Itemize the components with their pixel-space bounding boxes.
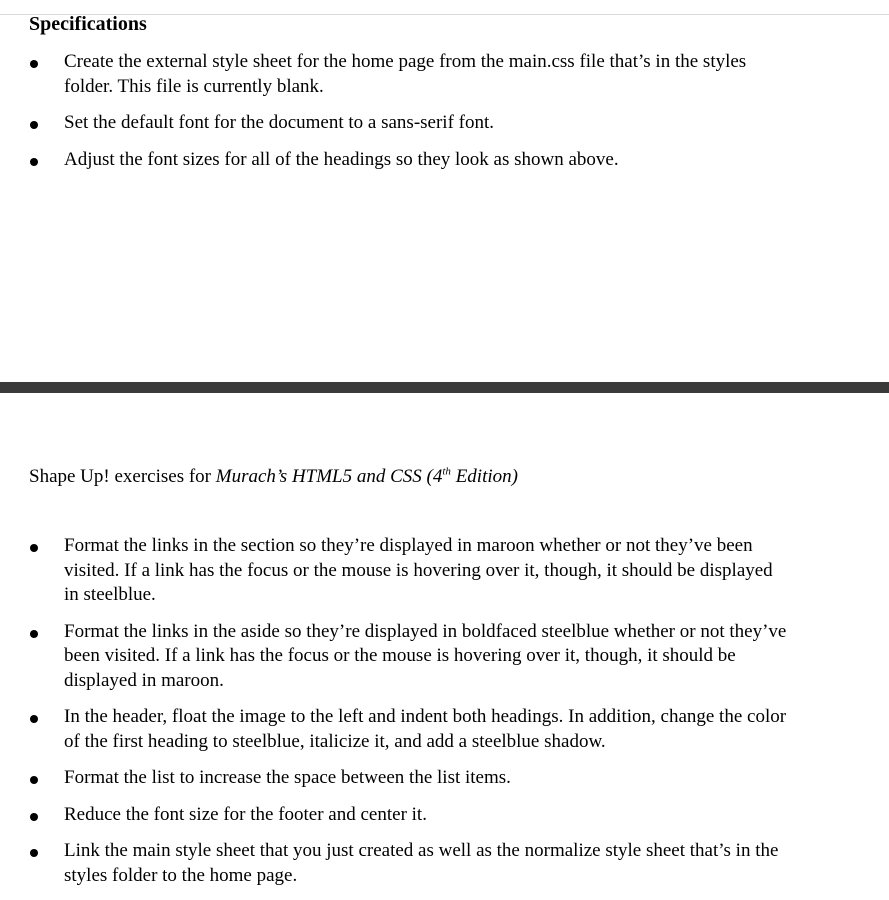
list-item [0,839,789,888]
section-heading: Specifications [29,13,147,35]
bullet-icon [30,813,38,821]
edition-superscript: th [442,465,451,478]
list-item [0,620,789,694]
list-item-text: Format the links in the section so they’re displayed in maroon whether or not they’ve been visited. If a link has the focus or the mouse is hovering over it, though, it should be displayed in steelblue. [64,535,773,605]
list-item-text: Reduce the font size for the footer and center it. [64,803,427,825]
list-item [0,534,789,608]
list-item [0,803,789,828]
bullet-icon [30,544,38,552]
specifications-list [0,50,889,184]
book-title [216,466,518,487]
document-page-1 [0,0,889,382]
list-item-text: Link the main style sheet that you just created as well as the normalize style sheet that’s in the styles folder to the home page. [64,840,779,886]
edition-suffix: Edition) [450,466,518,487]
bullet-icon [30,121,38,129]
page-break-divider [0,382,889,393]
bullet-icon [30,630,38,638]
list-item-text: Set the default font for the document to a sans-serif font. [64,112,495,133]
list-item-text: Format the links in the aside so they’re displayed in boldfaced steelblue whether or not they’ve been visited. If a link has the focus or the mouse is hovering over it, though, it should be displayed in maroon. [64,620,787,691]
running-header [29,464,518,490]
bullet-icon [30,776,38,784]
bullet-icon [30,715,38,723]
running-header-prefix: Shape Up! exercises for [29,466,216,487]
book-title-text: Murach’s HTML5 and CSS (4 [215,466,443,487]
exercise-steps-list [0,534,889,900]
list-item [0,50,789,99]
bullet-icon [30,158,38,166]
bullet-icon [30,60,38,68]
list-item-text: In the header, float the image to the left and indent both headings. In addition, change the color of the first heading to steelblue, italicize it, and add a steelblue shadow. [64,706,787,752]
list-item [0,148,789,173]
list-item-text: Format the list to increase the space between the list items. [64,767,511,788]
list-item [0,766,789,791]
list-item-text: Create the external style sheet for the home page from the main.css file that’s in the styles folder. This file is currently blank. [64,51,747,97]
list-item [0,705,789,754]
bullet-icon [30,849,38,857]
list-item [0,111,789,136]
list-item-text: Adjust the font sizes for all of the headings so they look as shown above. [64,148,619,170]
